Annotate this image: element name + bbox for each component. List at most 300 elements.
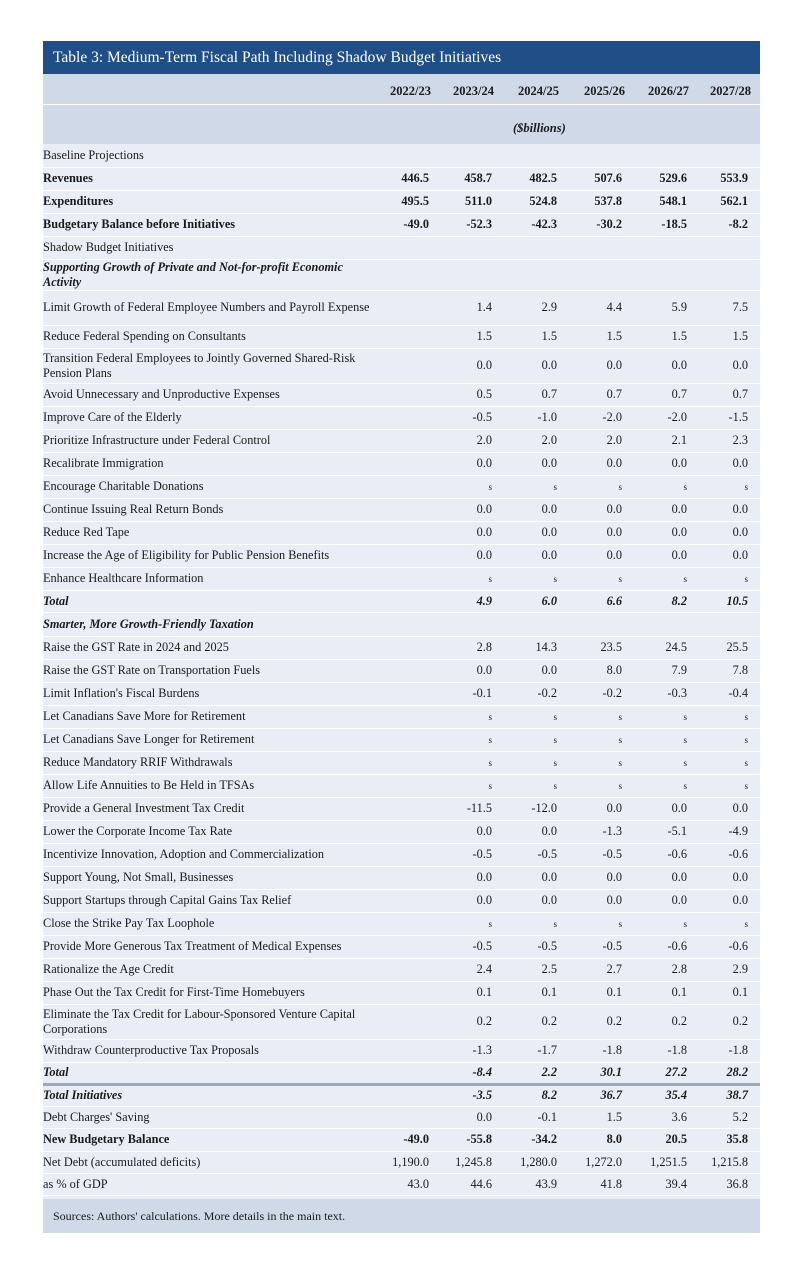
value-cell: -1.8 [692,1039,760,1062]
value-cell [376,682,434,705]
value-cell [376,935,434,958]
value-cell: -0.2 [497,682,562,705]
value-cell: 2.1 [627,429,692,452]
value-cell: 0.0 [692,452,760,475]
value-cell [692,259,760,290]
table-row [43,774,760,797]
value-cell: 0.0 [627,452,692,475]
value-cell [562,259,627,290]
value-cell: 0.7 [562,383,627,406]
value-cell [376,521,434,544]
value-cell [692,144,760,167]
value-cell [376,1039,434,1062]
value-cell: -0.6 [692,843,760,866]
value-cell: s [627,774,692,797]
value-cell: 0.0 [434,659,497,682]
value-cell: 2.4 [434,958,497,981]
value-cell [376,1062,434,1084]
year-header: 2026/27 [648,84,689,98]
row-label: Incentivize Innovation, Adoption and Commercialization [43,843,376,866]
row-label: Lower the Corporate Income Tax Rate [43,820,376,843]
value-cell [376,981,434,1004]
value-cell: -0.4 [692,682,760,705]
value-cell: -2.0 [562,406,627,429]
value-cell: 0.0 [562,348,627,383]
value-cell: s [562,774,627,797]
value-cell: s [627,751,692,774]
table-row [43,498,760,521]
value-cell: -1.8 [562,1039,627,1062]
value-cell: 0.0 [692,348,760,383]
row-label: New Budgetary Balance [43,1128,376,1151]
value-cell: 2.2 [497,1062,562,1084]
value-cell [627,144,692,167]
value-cell: 0.0 [692,797,760,820]
value-cell: -34.2 [497,1128,562,1151]
value-cell: -12.0 [497,797,562,820]
value-cell: 43.0 [376,1173,434,1195]
table-row [43,259,760,290]
value-cell: 0.0 [497,866,562,889]
table-row [43,236,760,259]
row-label: Allow Life Annuities to Be Held in TFSAs [43,774,376,797]
value-cell: 36.7 [562,1084,627,1106]
value-cell: 2.9 [692,958,760,981]
value-cell: 0.5 [434,383,497,406]
value-cell: 0.0 [562,889,627,912]
table-row [43,167,760,190]
value-cell: s [497,475,562,498]
table-row [43,348,760,383]
table-row [43,544,760,567]
value-cell: -0.2 [562,682,627,705]
source-note: Sources: Authors' calculations. More details in the main text. [43,1199,760,1233]
value-cell: s [497,912,562,935]
value-cell: -0.6 [627,935,692,958]
value-cell: s [497,728,562,751]
value-cell: 0.0 [434,348,497,383]
value-cell: 0.0 [434,498,497,521]
value-cell [376,636,434,659]
value-cell: 0.0 [692,866,760,889]
value-cell: 6.0 [497,590,562,612]
row-label: Eliminate the Tax Credit for Labour-Sponsored Venture Capital Corporations [43,1004,376,1039]
table-row [43,521,760,544]
value-cell: 35.8 [692,1128,760,1151]
value-cell: 4.9 [434,590,497,612]
value-cell: s [692,705,760,728]
value-cell: 0.0 [434,889,497,912]
fiscal-table-panel [43,41,760,1233]
row-label: Increase the Age of Eligibility for Public Pension Benefits [43,544,376,567]
value-cell: s [562,751,627,774]
value-cell: 30.1 [562,1062,627,1084]
row-label: Encourage Charitable Donations [43,475,376,498]
table-row [43,1062,760,1084]
value-cell: 0.0 [434,544,497,567]
value-cell: s [434,705,497,728]
row-label: Total Initiatives [43,1084,376,1106]
value-cell [376,751,434,774]
row-label: Reduce Federal Spending on Consultants [43,325,376,348]
row-label: Recalibrate Immigration [43,452,376,475]
value-cell: -1.0 [497,406,562,429]
value-cell: 1,272.0 [562,1151,627,1173]
value-cell: -1.3 [562,820,627,843]
row-label: Limit Growth of Federal Employee Numbers and Payroll Expense [43,290,376,325]
value-cell: 0.0 [627,889,692,912]
value-cell: -52.3 [434,213,497,236]
value-cell: 0.2 [562,1004,627,1039]
table-row [43,1039,760,1062]
value-cell [692,612,760,636]
value-cell: -0.5 [434,843,497,866]
value-cell: -0.5 [434,935,497,958]
table-row [43,612,760,636]
value-cell: s [692,475,760,498]
year-header: 2023/24 [453,84,494,98]
table-row [43,981,760,1004]
value-cell: s [627,705,692,728]
value-cell [376,958,434,981]
value-cell: 0.0 [562,452,627,475]
value-cell: 27.2 [627,1062,692,1084]
value-cell: 553.9 [692,167,760,190]
value-cell: 14.3 [497,636,562,659]
value-cell: 562.1 [692,190,760,213]
row-label: Rationalize the Age Credit [43,958,376,981]
value-cell [376,383,434,406]
value-cell: 5.9 [627,290,692,325]
row-label: Total [43,590,376,612]
value-cell: 0.0 [497,820,562,843]
value-cell: 2.7 [562,958,627,981]
table-row [43,429,760,452]
value-cell: -49.0 [376,1128,434,1151]
value-cell: 39.4 [627,1173,692,1195]
value-cell [434,612,497,636]
year-header: 2025/26 [584,84,625,98]
value-cell: 446.5 [376,167,434,190]
table-row [43,1173,760,1195]
value-cell: 36.8 [692,1173,760,1195]
value-cell: 1.5 [562,1106,627,1128]
value-cell [376,144,434,167]
value-cell: 2.0 [562,429,627,452]
year-header-row [43,80,760,105]
row-label: Supporting Growth of Private and Not-for-profit Economic Activity [43,259,376,290]
table-row [43,728,760,751]
value-cell: 495.5 [376,190,434,213]
table-row [43,475,760,498]
value-cell: s [627,728,692,751]
value-cell: 0.2 [692,1004,760,1039]
row-label: Enhance Healthcare Information [43,567,376,590]
table-row [43,1128,760,1151]
value-cell: 524.8 [497,190,562,213]
value-cell: 0.0 [692,889,760,912]
table-row [43,383,760,406]
value-cell: 2.3 [692,429,760,452]
value-cell: s [627,567,692,590]
row-label: Prioritize Infrastructure under Federal Control [43,429,376,452]
value-cell [497,612,562,636]
value-cell: 537.8 [562,190,627,213]
value-cell: s [497,774,562,797]
value-cell: 0.0 [627,348,692,383]
value-cell: 41.8 [562,1173,627,1195]
value-cell: -8.4 [434,1062,497,1084]
value-cell: 23.5 [562,636,627,659]
row-label: Support Young, Not Small, Businesses [43,866,376,889]
value-cell: 0.1 [497,981,562,1004]
value-cell: 0.0 [562,498,627,521]
value-cell: 0.1 [562,981,627,1004]
value-cell: s [692,728,760,751]
value-cell: 1,245.8 [434,1151,497,1173]
table-row [43,659,760,682]
table-row [43,190,760,213]
value-cell: s [434,751,497,774]
value-cell: -1.7 [497,1039,562,1062]
row-label: Raise the GST Rate on Transportation Fuels [43,659,376,682]
table-row [43,820,760,843]
value-cell: -55.8 [434,1128,497,1151]
value-cell: -0.5 [497,843,562,866]
value-cell: 0.0 [434,1106,497,1128]
row-label: Raise the GST Rate in 2024 and 2025 [43,636,376,659]
value-cell: 0.0 [692,498,760,521]
value-cell [376,1084,434,1106]
table-row [43,889,760,912]
value-cell: 0.0 [434,452,497,475]
value-cell [376,866,434,889]
value-cell: 0.0 [434,521,497,544]
row-label: Limit Inflation's Fiscal Burdens [43,682,376,705]
value-cell [376,820,434,843]
value-cell [376,348,434,383]
table-row [43,912,760,935]
value-cell: 0.0 [627,544,692,567]
value-cell: 6.6 [562,590,627,612]
value-cell: -11.5 [434,797,497,820]
table-row [43,866,760,889]
value-cell: -49.0 [376,213,434,236]
value-cell: 43.9 [497,1173,562,1195]
value-cell: 1,215.8 [692,1151,760,1173]
unit-row [43,105,760,143]
value-cell: -0.6 [692,935,760,958]
row-label: Reduce Red Tape [43,521,376,544]
value-cell: 458.7 [434,167,497,190]
value-cell [376,705,434,728]
year-header: 2024/25 [518,84,559,98]
value-cell [376,259,434,290]
value-cell [376,843,434,866]
value-cell [376,889,434,912]
value-cell: s [497,751,562,774]
row-label: Avoid Unnecessary and Unproductive Expenses [43,383,376,406]
value-cell [376,612,434,636]
value-cell: -1.8 [627,1039,692,1062]
value-cell: s [434,475,497,498]
table-row [43,1151,760,1173]
value-cell [376,544,434,567]
value-cell: 0.7 [497,383,562,406]
year-header: 2027/28 [710,84,751,98]
value-cell [562,236,627,259]
value-cell: -42.3 [497,213,562,236]
value-cell: 2.9 [497,290,562,325]
value-cell: 0.0 [562,866,627,889]
value-cell: s [434,567,497,590]
row-label: Improve Care of the Elderly [43,406,376,429]
value-cell: 3.6 [627,1106,692,1128]
table-row [43,705,760,728]
value-cell: s [627,912,692,935]
value-cell: -30.2 [562,213,627,236]
value-cell: s [497,705,562,728]
row-label: Baseline Projections [43,144,376,167]
unit-label: ($billions) [513,121,566,135]
value-cell: s [692,912,760,935]
value-cell: 4.4 [562,290,627,325]
value-cell: 0.0 [497,889,562,912]
value-cell: 0.0 [497,659,562,682]
table-row [43,958,760,981]
row-label: Revenues [43,167,376,190]
value-cell: 1.5 [692,325,760,348]
value-cell [562,144,627,167]
value-cell: 0.0 [627,521,692,544]
value-cell: 25.5 [692,636,760,659]
value-cell: -0.5 [497,935,562,958]
value-cell [376,290,434,325]
value-cell [376,452,434,475]
value-cell: s [434,728,497,751]
value-cell [376,325,434,348]
value-cell: 2.5 [497,958,562,981]
value-cell: 1,251.5 [627,1151,692,1173]
value-cell [376,567,434,590]
row-label: Let Canadians Save Longer for Retirement [43,728,376,751]
value-cell: 8.2 [497,1084,562,1106]
value-cell: s [562,567,627,590]
value-cell: 1,190.0 [376,1151,434,1173]
value-cell [627,259,692,290]
value-cell: 0.0 [627,797,692,820]
table-row [43,751,760,774]
value-cell: 1.5 [434,325,497,348]
value-cell: -0.5 [434,406,497,429]
value-cell: 0.7 [692,383,760,406]
value-cell: 5.2 [692,1106,760,1128]
value-cell [497,236,562,259]
value-cell [376,728,434,751]
value-cell: 0.0 [562,797,627,820]
value-cell: 0.2 [627,1004,692,1039]
value-cell [376,1004,434,1039]
value-cell [434,259,497,290]
value-cell: 507.6 [562,167,627,190]
value-cell: 0.1 [434,981,497,1004]
row-label: Reduce Mandatory RRIF Withdrawals [43,751,376,774]
value-cell: 548.1 [627,190,692,213]
value-cell: 0.0 [627,866,692,889]
value-cell: 0.0 [497,348,562,383]
row-label: Support Startups through Capital Gains Tax Relief [43,889,376,912]
row-label: Debt Charges' Saving [43,1106,376,1128]
value-cell: 511.0 [434,190,497,213]
value-cell: -0.5 [562,843,627,866]
value-cell: 1,280.0 [497,1151,562,1173]
value-cell [692,236,760,259]
value-cell: 20.5 [627,1128,692,1151]
value-cell: 0.2 [497,1004,562,1039]
row-label: Continue Issuing Real Return Bonds [43,498,376,521]
value-cell: 7.8 [692,659,760,682]
value-cell: 529.6 [627,167,692,190]
value-cell [376,659,434,682]
table-row [43,797,760,820]
value-cell: 0.1 [627,981,692,1004]
value-cell: 0.0 [497,498,562,521]
value-cell [376,912,434,935]
value-cell [562,612,627,636]
table-row [43,144,760,167]
fiscal-table-body [43,144,760,1196]
row-label: Provide More Generous Tax Treatment of Medical Expenses [43,935,376,958]
value-cell: s [562,705,627,728]
value-cell: 0.0 [692,544,760,567]
value-cell: s [627,475,692,498]
row-label: Phase Out the Tax Credit for First-Time Homebuyers [43,981,376,1004]
value-cell: s [562,475,627,498]
value-cell: 8.0 [562,659,627,682]
value-cell [376,475,434,498]
table-row [43,682,760,705]
value-cell [376,774,434,797]
row-label: Total [43,1062,376,1084]
row-label: Expenditures [43,190,376,213]
value-cell: 24.5 [627,636,692,659]
row-label: Budgetary Balance before Initiatives [43,213,376,236]
value-cell: 2.0 [497,429,562,452]
value-cell: 0.0 [497,544,562,567]
value-cell: 482.5 [497,167,562,190]
value-cell [627,236,692,259]
value-cell: -0.1 [497,1106,562,1128]
value-cell: -5.1 [627,820,692,843]
value-cell: 28.2 [692,1062,760,1084]
row-label: Shadow Budget Initiatives [43,236,376,259]
value-cell: 10.5 [692,590,760,612]
table-row [43,843,760,866]
value-cell: s [497,567,562,590]
row-label: Withdraw Counterproductive Tax Proposals [43,1039,376,1062]
value-cell: s [434,912,497,935]
table-row [43,406,760,429]
value-cell: -1.3 [434,1039,497,1062]
table-row [43,636,760,659]
value-cell: 1.5 [562,325,627,348]
value-cell [376,590,434,612]
table-title: Table 3: Medium-Term Fiscal Path Including Shadow Budget Initiatives [43,41,760,74]
value-cell: 0.0 [627,498,692,521]
value-cell: 8.2 [627,590,692,612]
value-cell [434,236,497,259]
value-cell: 0.7 [627,383,692,406]
